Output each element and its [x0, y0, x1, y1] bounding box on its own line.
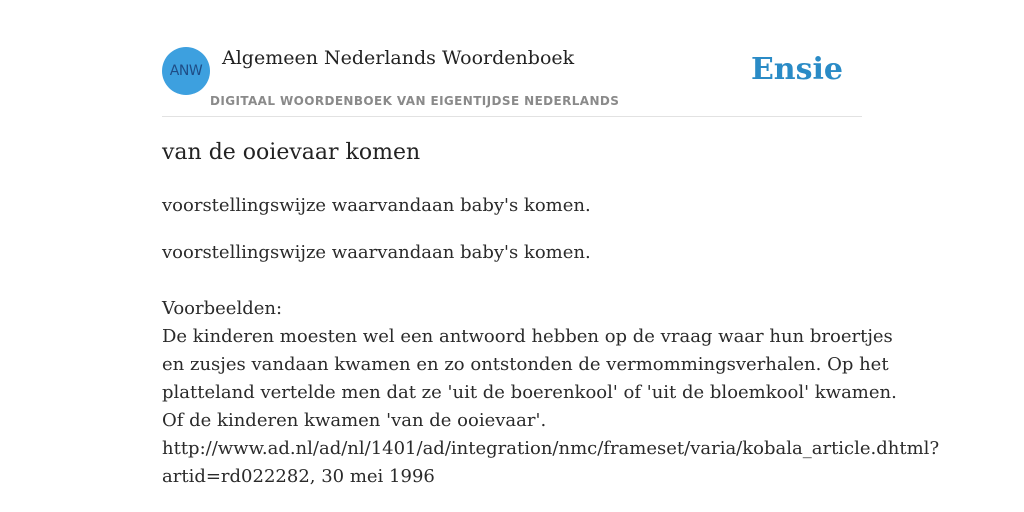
site-header: [162, 44, 862, 117]
site-subtitle: DIGITAAL WOORDENBOEK VAN EIGENTIJDSE NEDERLANDS: [210, 94, 620, 108]
definition-text: voorstellingswijze waarvandaan baby's komen.: [162, 195, 591, 216]
examples-label: Voorbeelden:: [162, 298, 283, 319]
logo-text: ANW: [169, 63, 203, 79]
example-line: platteland vertelde men dat ze 'uit de boerenkool' of 'uit de bloemkool' kwamen.: [162, 382, 897, 403]
ensie-brand-link[interactable]: Ensie: [750, 52, 843, 87]
definition-text-repeat: voorstellingswijze waarvandaan baby's komen.: [162, 242, 591, 263]
example-line: De kinderen moesten wel een antwoord hebben op de vraag waar hun broertjes: [162, 326, 893, 347]
example-line: Of de kinderen kwamen 'van de ooievaar'.: [162, 410, 547, 431]
site-title[interactable]: Algemeen Nederlands Woordenboek: [222, 47, 575, 69]
entry-title: van de ooievaar komen: [162, 140, 421, 165]
example-source-url: http://www.ad.nl/ad/nl/1401/ad/integration/nmc/frameset/varia/kobala_article.dhtml?: [162, 438, 940, 459]
example-line: en zusjes vandaan kwamen en zo ontstonden de vermommingsverhalen. Op het: [162, 354, 889, 375]
anw-logo[interactable]: [162, 47, 210, 95]
example-source-date: artid=rd022282, 30 mei 1996: [162, 466, 435, 487]
examples-block: [162, 295, 940, 491]
